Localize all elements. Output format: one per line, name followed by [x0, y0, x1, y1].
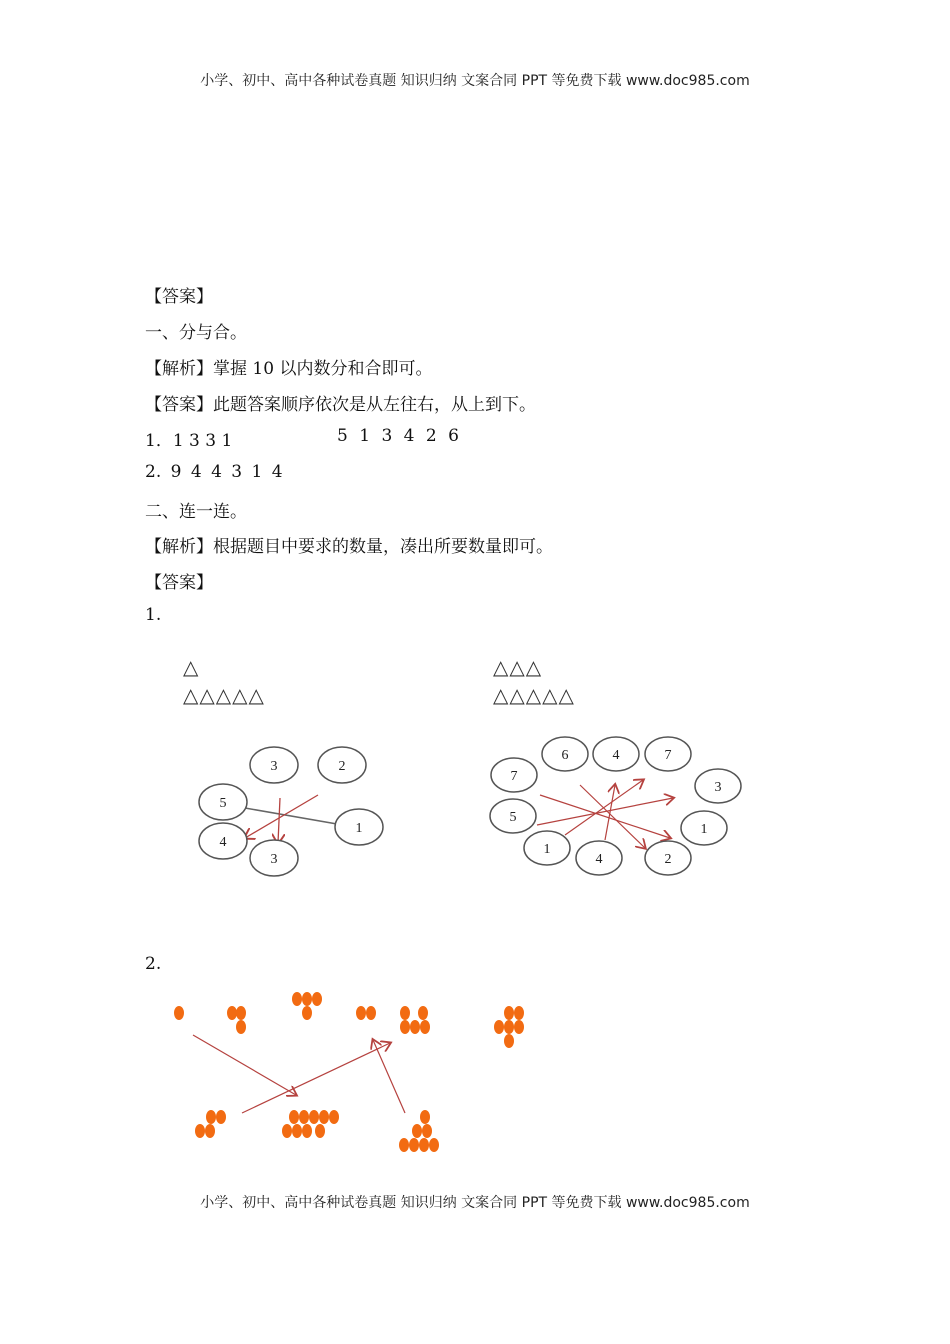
dot-group-7: [399, 1110, 439, 1152]
section-2-title: 二、连一连。: [145, 502, 247, 522]
dot-group-2: [356, 1006, 376, 1020]
svg-text:7: 7: [510, 769, 518, 784]
circle: [491, 758, 537, 792]
analysis-2: 【解析】根据题目中要求的数量，凑出所要数量即可。: [145, 537, 553, 557]
right-triangles-row-1: △△△: [493, 655, 543, 679]
answer-heading-2: 【答案】: [145, 573, 213, 593]
svg-text:4: 4: [612, 748, 620, 763]
right-circles-diagram: [485, 730, 750, 885]
analysis-1: 【解析】掌握 10 以内数分和合即可。: [145, 359, 433, 379]
arrow: [193, 1035, 296, 1095]
circle: [490, 799, 536, 833]
circle: [645, 737, 691, 771]
answer-row-1b: 5 1 3 4 2 6: [337, 426, 459, 446]
svg-text:3: 3: [270, 759, 278, 774]
circle: [524, 831, 570, 865]
arrow: [537, 798, 673, 825]
answer-heading-1: 【答案】: [145, 287, 213, 307]
answer-row-2: 2. 9 4 4 3 1 4: [145, 462, 283, 482]
page-footer: 小学、初中、高中各种试卷真题 知识归纳 文案合同 PPT 等免费下载 www.doc985.com: [200, 1195, 750, 1211]
circle: [250, 747, 298, 783]
dot-group-5: [400, 1006, 430, 1034]
arrow: [245, 795, 318, 838]
answer-row-1a: 1．1 3 3 1: [145, 431, 233, 451]
circle: [576, 841, 622, 875]
svg-text:1: 1: [543, 842, 551, 857]
circle: [681, 811, 727, 845]
arrow: [242, 1043, 390, 1113]
arrow: [278, 798, 280, 843]
svg-text:1: 1: [355, 821, 363, 836]
svg-text:2: 2: [338, 759, 346, 774]
arrow: [580, 785, 645, 848]
circle: [199, 823, 247, 859]
dot-groups-diagram: [160, 985, 540, 1160]
dot-group-9: [282, 1110, 339, 1138]
svg-text:5: 5: [219, 796, 227, 811]
svg-text:4: 4: [595, 852, 603, 867]
circle: [542, 737, 588, 771]
item-1-label: 1.: [145, 605, 162, 625]
dot-group-4: [292, 992, 322, 1020]
arrow: [605, 785, 615, 840]
circle: [335, 809, 383, 845]
circle: [199, 784, 247, 820]
dot-group-6: [494, 1006, 524, 1048]
item-2-label: 2.: [145, 954, 162, 974]
arrow: [373, 1040, 405, 1113]
svg-text:7: 7: [664, 748, 672, 763]
left-triangles-row-2: △△△△△: [183, 683, 265, 707]
svg-text:1: 1: [700, 822, 708, 837]
svg-text:6: 6: [561, 748, 569, 763]
left-circles-diagram: [190, 740, 400, 890]
svg-text:4: 4: [219, 835, 227, 850]
left-triangles-row-1: △: [183, 655, 200, 679]
circle: [645, 841, 691, 875]
svg-text:3: 3: [270, 852, 278, 867]
svg-text:5: 5: [509, 810, 517, 825]
dot-group-1: [174, 1006, 184, 1020]
dot-group-4b: [195, 1110, 226, 1138]
section-1-title: 一、分与合。: [145, 323, 247, 343]
right-triangles-row-2: △△△△△: [493, 683, 575, 707]
circle: [318, 747, 366, 783]
circle: [695, 769, 741, 803]
svg-text:3: 3: [714, 780, 722, 795]
circle: [250, 840, 298, 876]
answer-1: 【答案】此题答案顺序依次是从左往右，从上到下。: [145, 395, 536, 415]
page-header: 小学、初中、高中各种试卷真题 知识归纳 文案合同 PPT 等免费下载 www.doc985.com: [200, 73, 750, 89]
circle: [593, 737, 639, 771]
dot-group-3: [227, 1006, 246, 1034]
arrow: [540, 795, 670, 838]
svg-text:2: 2: [664, 852, 672, 867]
